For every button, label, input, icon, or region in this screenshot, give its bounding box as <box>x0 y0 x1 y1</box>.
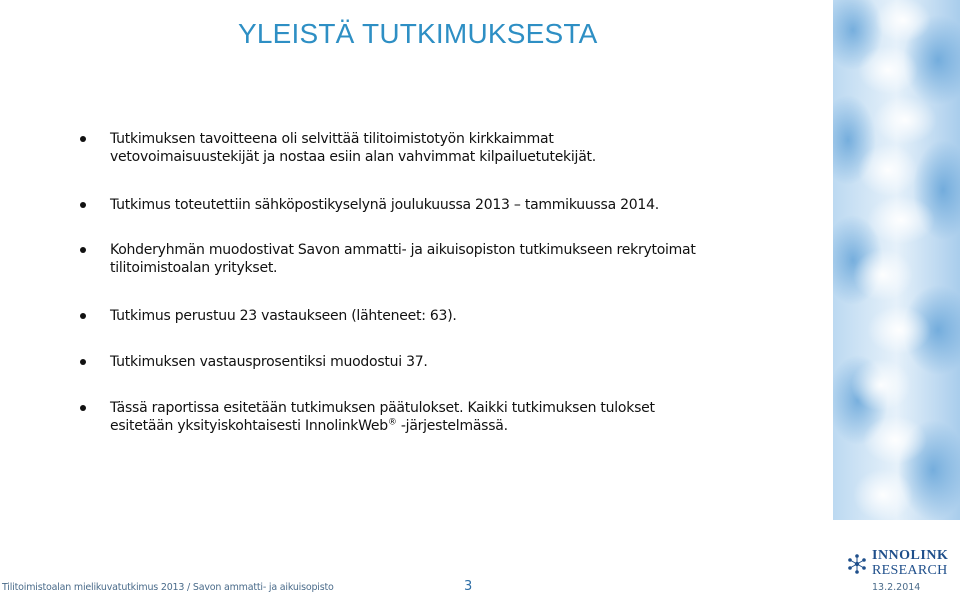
bullet-line <box>110 417 700 435</box>
bullet-line: Tutkimus toteutettiin sähköpostikyselynä joulukuussa 2013 – tammikuussa 2014. <box>110 197 659 213</box>
bullet-line: Kohderyhmän muodostivat Savon ammatti- ja aikuisopiston tutkimukseen rekrytoimat <box>110 242 696 258</box>
bullet-text <box>110 130 700 166</box>
bullet-line: Tutkimus perustuu 23 vastaukseen (lähteneet: 63). <box>110 308 457 324</box>
decorative-xray-image <box>833 0 960 520</box>
snowflake-logo-icon <box>845 552 869 576</box>
slide-title: YLEISTÄ TUTKIMUKSESTA <box>238 18 598 49</box>
bullet-line: Tutkimuksen tavoitteena oli selvittää tilitoimistotyön kirkkaimmat <box>110 131 554 147</box>
bullet-line-text: esitetään yksityiskohtaisesti InnolinkWeb <box>110 418 388 434</box>
footer-text: Tilitoimistoalan mielikuvatutkimus 2013 / Savon ammatti- ja aikuisopisto <box>2 582 334 593</box>
innolink-research-logo <box>845 548 955 582</box>
bullet-dot-icon <box>80 359 86 365</box>
footer-date: 13.2.2014 <box>872 582 921 593</box>
bullet-text <box>110 399 700 435</box>
logo-text-line1: INNOLINK <box>872 548 949 563</box>
bullet-dot-icon <box>80 136 86 142</box>
bullet-text <box>110 196 700 214</box>
bullet-dot-icon <box>80 202 86 208</box>
logo-text-line2: RESEARCH <box>872 563 948 578</box>
registered-mark: ® <box>387 417 397 428</box>
bullet-text <box>110 241 700 277</box>
page-number: 3 <box>464 579 473 594</box>
bullet-line: vetovoimaisuustekijät ja nostaa esiin alan vahvimmat kilpailuetutekijät. <box>110 149 596 165</box>
bullet-text <box>110 307 700 325</box>
bullet-dot-icon <box>80 247 86 253</box>
bullet-line: Tässä raportissa esitetään tutkimuksen päätulokset. Kaikki tutkimuksen tulokset <box>110 400 655 416</box>
bullet-text <box>110 353 700 371</box>
bullet-line-text: -järjestelmässä. <box>396 418 508 434</box>
bullet-line: Tutkimuksen vastausprosentiksi muodostui 37. <box>110 354 428 370</box>
bullet-dot-icon <box>80 313 86 319</box>
bullet-line: tilitoimistoalan yritykset. <box>110 260 278 276</box>
bullet-dot-icon <box>80 405 86 411</box>
